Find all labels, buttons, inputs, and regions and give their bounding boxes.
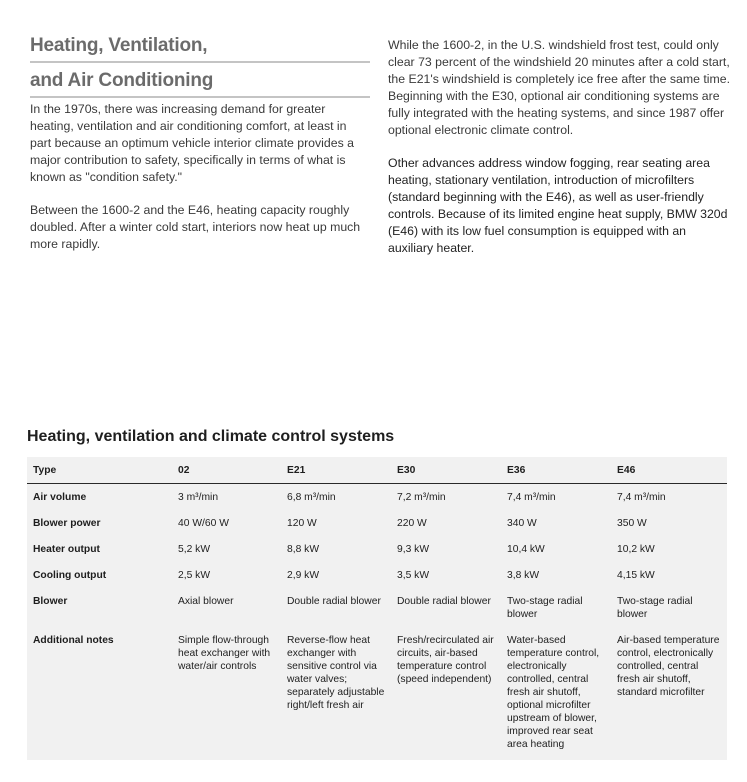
table-cell: 7,4 m³/min bbox=[617, 492, 666, 503]
table-cell: 8,8 kW bbox=[287, 544, 320, 555]
right-column bbox=[388, 37, 733, 257]
table-cell: Reverse-flow heat exchanger with sensitive control via water valves; separately adjustable right/left fresh air bbox=[287, 635, 385, 711]
header-e30: E30 bbox=[391, 457, 501, 484]
row-label: Air volume bbox=[33, 492, 87, 503]
right-paragraph-2: Other advances address window fogging, rear seating area heating, stationary ventilation, introduction of microfilters (standard beginning with the E46), as well as user-friendly controls. Because of its limited engine heat supply, BMW 320d (E46) with its low fuel consumption is equipped with an auxiliary heater. bbox=[388, 156, 728, 255]
table-row bbox=[27, 510, 727, 536]
table-cell: 4,15 kW bbox=[617, 570, 655, 581]
row-label: Blower power bbox=[33, 518, 101, 529]
table-cell: 120 W bbox=[287, 518, 317, 529]
heading-line-1: Heating, Ventilation, bbox=[30, 34, 370, 63]
row-label: Heater output bbox=[33, 544, 100, 555]
right-paragraph-1: While the 1600-2, in the U.S. windshield frost test, could only clear 73 percent of the windshield 20 minutes after a cold start, the E21's windshield is completely ice free after the same time. Beginning with the E30, optional air conditioning systems are fully integrated with the heating systems, and since 1987 offer optional electronic climate control. bbox=[388, 38, 731, 137]
specs-table bbox=[27, 457, 727, 757]
header-02: 02 bbox=[172, 457, 281, 484]
table-cell: 2,5 kW bbox=[178, 570, 211, 581]
table-cell: 7,4 m³/min bbox=[507, 492, 556, 503]
table-cell: 10,2 kW bbox=[617, 544, 655, 555]
table-cell: Axial blower bbox=[178, 596, 234, 607]
table-cell: Fresh/recirculated air circuits, air-based temperature control (speed independent) bbox=[397, 635, 494, 685]
left-paragraph-1: In the 1970s, there was increasing demand for greater heating, ventilation and air conditioning comfort, at least in part because an optimum vehicle interior climate provides a major contribution to safety, specifically in terms of what is known as "condition safety." bbox=[30, 102, 354, 184]
row-label: Additional notes bbox=[33, 635, 114, 646]
table-cell: 7,2 m³/min bbox=[397, 492, 446, 503]
left-column bbox=[30, 101, 365, 253]
table-cell: 350 W bbox=[617, 518, 647, 529]
header-e21: E21 bbox=[281, 457, 391, 484]
table-cell: 3,5 kW bbox=[397, 570, 430, 581]
table-cell: Double radial blower bbox=[397, 596, 491, 607]
table-row bbox=[27, 588, 727, 627]
table-cell: 2,9 kW bbox=[287, 570, 320, 581]
header-e36: E36 bbox=[501, 457, 611, 484]
table-cell: 9,3 kW bbox=[397, 544, 430, 555]
table-cell: 5,2 kW bbox=[178, 544, 211, 555]
table-row bbox=[27, 562, 727, 588]
table-row bbox=[27, 536, 727, 562]
table-cell: Double radial blower bbox=[287, 596, 381, 607]
table-title: Heating, ventilation and climate control systems bbox=[27, 428, 395, 445]
specs-table-container bbox=[27, 457, 727, 760]
table-cell: Two-stage radial blower bbox=[617, 596, 693, 620]
header-e46: E46 bbox=[611, 457, 727, 484]
table-cell: 220 W bbox=[397, 518, 427, 529]
section-heading bbox=[30, 34, 370, 104]
table-cell: Air-based temperature control, electronically controlled, central fresh air shutoff, standard microfilter bbox=[617, 635, 720, 698]
table-cell: Simple flow-through heat exchanger with water/air controls bbox=[178, 635, 271, 672]
table-row bbox=[27, 627, 727, 757]
table-cell: 340 W bbox=[507, 518, 537, 529]
table-cell: 40 W/60 W bbox=[178, 518, 229, 529]
table-cell: 10,4 kW bbox=[507, 544, 545, 555]
table-cell: 3,8 kW bbox=[507, 570, 540, 581]
table-cell: 6,8 m³/min bbox=[287, 492, 336, 503]
left-paragraph-2: Between the 1600-2 and the E46, heating capacity roughly doubled. After a winter cold start, interiors now heat up much more rapidly. bbox=[30, 203, 361, 251]
table-cell: Water-based temperature control, electronically controlled, central fresh air shutoff, optional microfilter upstream of blower, improved rear seat area heating bbox=[507, 635, 600, 750]
row-label: Blower bbox=[33, 596, 68, 607]
table-row bbox=[27, 484, 727, 511]
header-type: Type bbox=[27, 457, 172, 484]
heading-line-2: and Air Conditioning bbox=[30, 69, 370, 98]
table-cell: 3 m³/min bbox=[178, 492, 219, 503]
row-label: Cooling output bbox=[33, 570, 107, 581]
table-cell: Two-stage radial blower bbox=[507, 596, 583, 620]
table-header-row bbox=[27, 457, 727, 484]
